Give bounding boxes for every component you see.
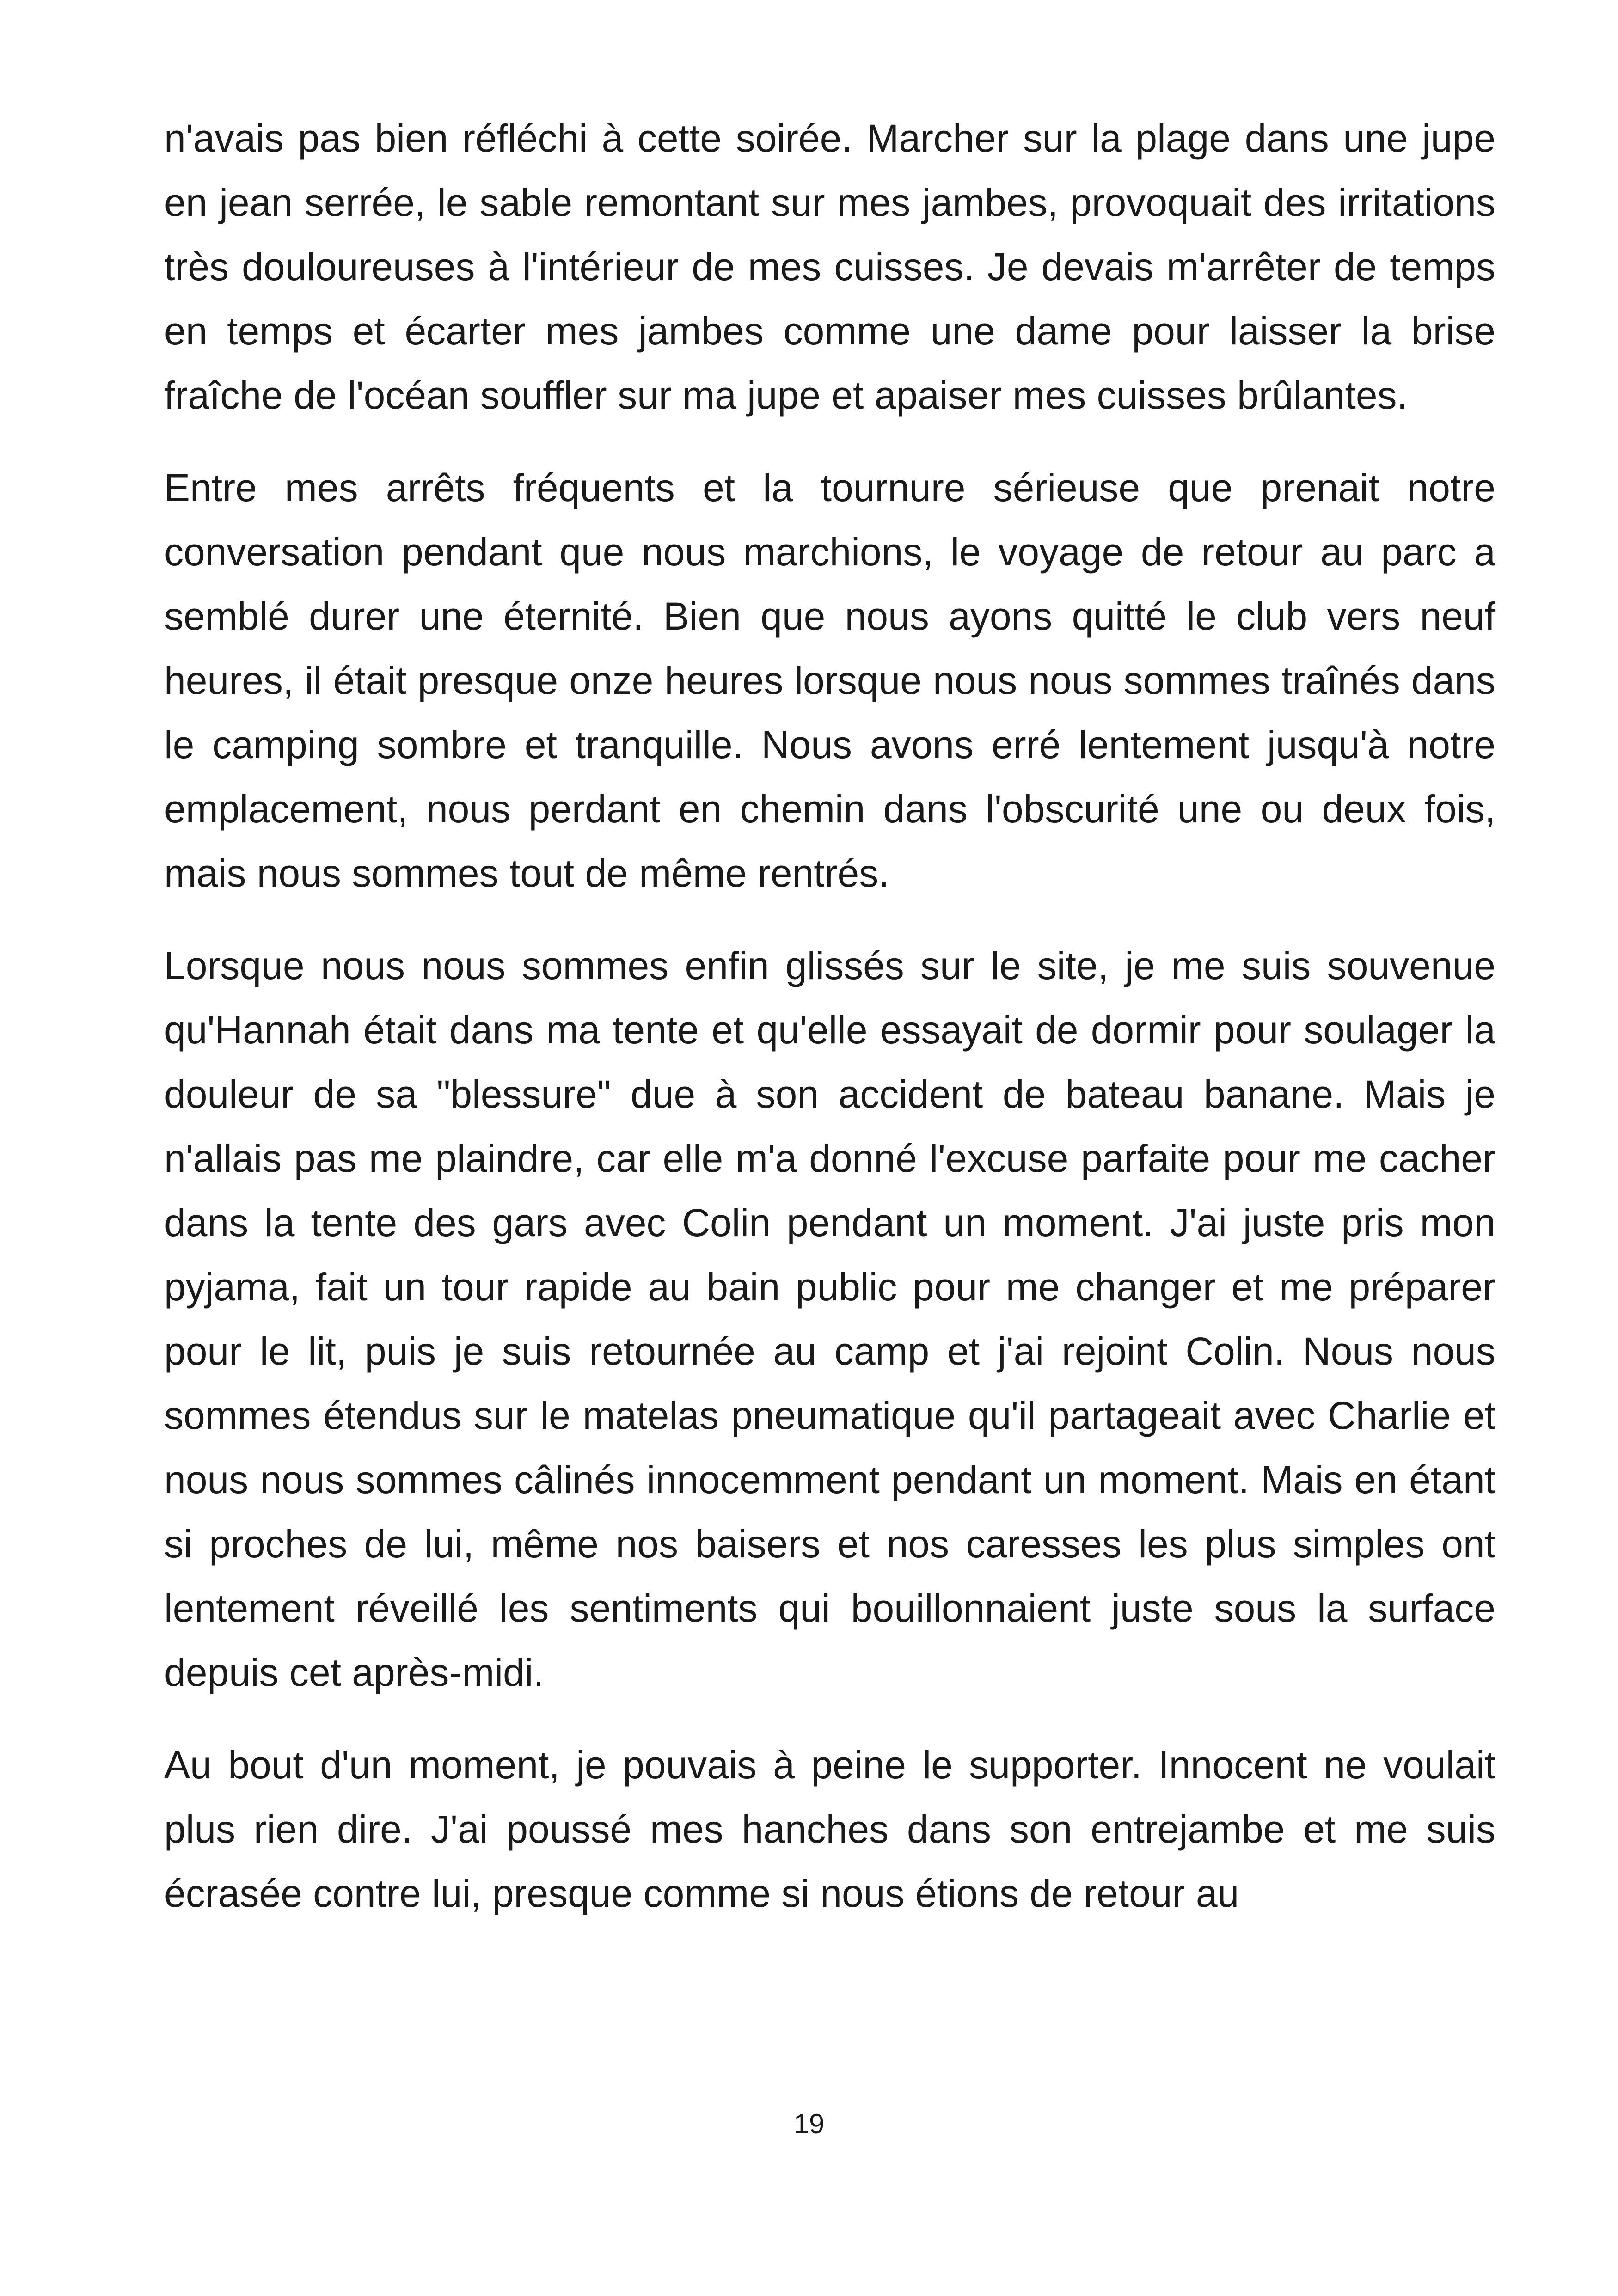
paragraph-1: n'avais pas bien réfléchi à cette soirée. Marcher sur la plage dans une jupe en jean serrée, le sable remontant sur mes jambes, provoquait des irritations très douloureuses à l'intérieur de mes cuisses. Je devais m'arrêter de temps en temps et écarter mes jambes comme une dame pour laisser la brise fraîche de l'océan souffler sur ma jupe et apaiser mes cuisses brûlantes. <box>164 116 1495 417</box>
paragraph-4: Au bout d'un moment, je pouvais à peine le supporter. Innocent ne voulait plus rien dire. J'ai poussé mes hanches dans son entrejambe et me suis écrasée contre lui, presque comme si nous étions de retour au <box>164 1743 1495 1915</box>
paragraph-3: Lorsque nous nous sommes enfin glissés sur le site, je me suis souvenue qu'Hannah était dans ma tente et qu'elle essayait de dormir pour soulager la douleur de sa "blessure" due à son accident de bateau banane. Mais je n'allais pas me plaindre, car elle m'a donné l'excuse parfaite pour me cacher dans la tente des gars avec Colin pendant un moment. J'ai juste pris mon pyjama, fait un tour rapide au bain public pour me changer et me préparer pour le lit, puis je suis retournée au camp et j'ai rejoint Colin. Nous nous sommes étendus sur le matelas pneumatique qu'il partageait avec Charlie et nous nous sommes câlinés innocemment pendant un moment. Mais en étant si proches de lui, même nos baisers et nos caresses les plus simples ont lentement réveillé les sentiments qui bouillonnaient juste sous la surface depuis cet après-midi. <box>164 944 1495 1694</box>
body-text <box>164 106 1495 1926</box>
paragraph-2: Entre mes arrêts fréquents et la tournure sérieuse que prenait notre conversation pendant que nous marchions, le voyage de retour au parc a semblé durer une éternité. Bien que nous ayons quitté le club vers neuf heures, il était presque onze heures lorsque nous nous sommes traînés dans le camping sombre et tranquille. Nous avons erré lentement jusqu'à notre emplacement, nous perdant en chemin dans l'obscurité une ou deux fois, mais nous sommes tout de même rentrés. <box>164 466 1495 895</box>
page-number: 19 <box>793 2108 825 2139</box>
